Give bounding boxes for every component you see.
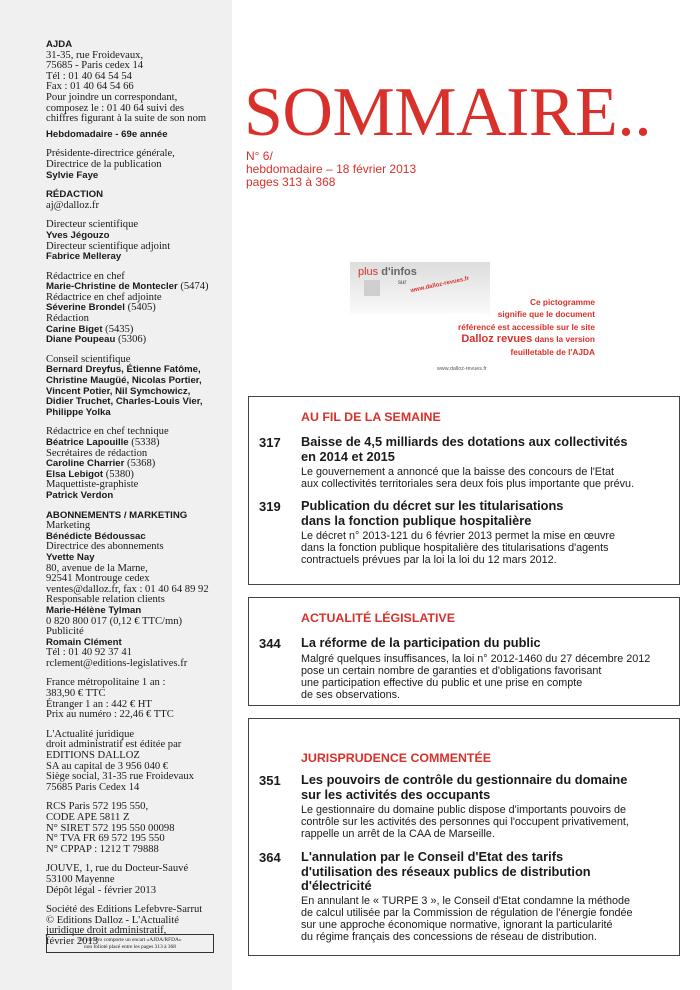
publisher-line: 75685 Paris Cedex 14 — [46, 781, 140, 793]
person-line — [46, 335, 232, 346]
issue-pages: pages 313 à 368 — [246, 175, 336, 189]
section-heading: ACTUALITÉ LÉGISLATIVE — [301, 611, 455, 625]
person-name: Caroline Charrier — [46, 458, 125, 470]
contact-line: rclement@editions-legislatives.fr — [46, 657, 188, 669]
person-line — [46, 438, 232, 449]
address-line: 92541 Montrouge cedex — [46, 573, 150, 585]
extension: (5474) — [177, 281, 209, 293]
role-label: Directrice de la publication — [46, 158, 162, 170]
page-number: 351 — [259, 773, 281, 788]
council-member-line: Bernard Dreyfus, Étienne Fatôme, — [46, 364, 201, 376]
price-line: France métropolitaine 1 an : — [46, 677, 166, 689]
extension: (5306) — [115, 334, 147, 346]
publisher-line: Siège social, 31-35 rue Froidevaux — [46, 771, 194, 783]
printer-line: 53100 Mayenne — [46, 873, 115, 885]
insert-notice-line: Ce numéro comporte un encart «AJDA/RFDA» — [78, 937, 182, 943]
redaction-heading: RÉDACTION — [46, 189, 104, 201]
insert-notice — [46, 934, 214, 953]
section-heading: JURISPRUDENCE COMMENTÉE — [301, 751, 492, 765]
role-label: Directrice des abonnements — [46, 541, 164, 553]
council-member-line: Vincent Potier, Nil Symchowicz, — [46, 385, 191, 397]
publisher-line: SA au capital de 3 956 040 € — [46, 760, 169, 772]
entry-summary: En annulant le « TURPE 3 », le Conseil d'Etat condamne la méthode de calcul utilisée par la Commission de régulation de l'énergie fondée sur une approche économique normative, ignorant la particularité du régime français des concessions de réseau de distribution. — [301, 895, 633, 943]
issue-info — [246, 150, 416, 189]
address-line: 75685 - Paris cedex 14 — [46, 60, 144, 72]
entry-summary: Le décret n° 2013-121 du 6 février 2013 permet la mise en œuvre dans la fonction publique hospitalière des titularisations d'agents contractuels prévues par la loi la loi du 12 mars 2012. — [301, 530, 616, 566]
price-line: 383,90 € TTC — [46, 688, 106, 700]
printer-line: JOUVE, 1, rue du Docteur-Sauvé — [46, 863, 189, 875]
person-name: Marie-Christine de Montecler — [46, 281, 178, 293]
registration-line: CODE APE 5811 Z — [46, 812, 130, 823]
copyright-line: Société des Editions Lefebvre-Sarrut — [46, 904, 203, 916]
logo-sur: sur — [398, 280, 407, 286]
extension: (5405) — [124, 302, 156, 314]
entry-title: La réforme de la participation du public — [301, 635, 541, 650]
person-name: Yves Jégouzo — [46, 229, 110, 241]
person-name: Béatrice Lapouille — [46, 437, 129, 448]
page-number: 317 — [259, 435, 281, 450]
fax: Fax : 01 40 64 54 66 — [46, 81, 134, 93]
page-number: 319 — [259, 499, 281, 514]
extension: (5368) — [124, 458, 156, 470]
publisher-line: EDITIONS DALLOZ — [46, 750, 140, 762]
role-label: Maquettiste-graphiste — [46, 479, 139, 491]
entry-summary: Le gouvernement a annoncé que la baisse des concours de l'Etat aux collectivités territoriales sera deux fois plus importante que prévu. — [301, 466, 635, 490]
council-member-line: Christine Maugüé, Nicolas Portier, — [46, 375, 202, 387]
extension: (5435) — [102, 323, 134, 335]
contact-note: chiffres figurant à la suite de son nom — [46, 113, 207, 125]
logo-url: www.dalloz-revues.fr — [410, 275, 470, 295]
role-label: Rédactrice en chef technique — [46, 426, 169, 438]
person-name: Elsa Lebigot — [46, 468, 104, 480]
site-url: www.dalloz-revues.fr — [437, 366, 487, 372]
role-label: Directeur scientifique adjoint — [46, 240, 171, 252]
section-actualite-legislative — [248, 597, 680, 706]
legend-line: signifie que le document — [497, 309, 595, 320]
contact-note: composez le : 01 40 64 suivi des — [46, 102, 184, 114]
page-title: SOMMAIRE.. — [244, 74, 652, 151]
publisher-name: AJDA — [46, 39, 73, 50]
role-label: Rédactrice en chef adjointe — [46, 291, 162, 303]
entry-title: Les pouvoirs de contrôle du gestionnaire du domaine sur les activités des occupants — [301, 772, 628, 802]
person-name: Patrick Verdon — [46, 489, 114, 501]
page-number: 364 — [259, 850, 281, 865]
council-member-line: Didier Truchet, Charles-Louis Vier, — [46, 396, 203, 408]
contact-line: 0 820 800 017 (0,12 € TTC/mn) — [46, 615, 183, 627]
person-name: Yvette Nay — [46, 551, 95, 563]
legend-line: référencé est accessible sur le site — [458, 321, 595, 332]
section-jurisprudence-commentee — [248, 718, 680, 956]
registration-line: RCS Paris 572 195 550, — [46, 801, 149, 813]
contact-note: Pour joindre un correspondant, — [46, 91, 178, 103]
role-label: Conseil scientifique — [46, 353, 131, 365]
person-name: Romain Clément — [46, 636, 122, 648]
legend-line: Ce pictogramme — [529, 297, 595, 307]
issue-date: hebdomadaire – 18 février 2013 — [246, 162, 417, 176]
registration-line: N° SIRET 572 195 550 00098 — [46, 822, 175, 834]
masthead — [46, 40, 232, 948]
contact-line: ventes@dalloz.fr, fax : 01 40 64 89 92 — [46, 583, 209, 595]
printer-line: Dépôt légal - février 2013 — [46, 884, 157, 896]
entry-summary: Malgré quelques insuffisances, la loi n° 2012-1460 du 27 décembre 2012 pose un certain nombre de garanties et d'obligations favorisant une participation effective du public et une prise en compte de ses observations. — [301, 653, 651, 701]
price-line: Étranger 1 an : 442 € HT — [46, 698, 152, 710]
person-name: Marie-Hélène Tylman — [46, 604, 142, 616]
person-name: Bénédicte Bédoussac — [46, 530, 146, 542]
entry-title: Publication du décret sur les titularisations dans la fonction publique hospitalière — [301, 498, 564, 528]
legend-line: Dalloz revues dans la version — [461, 333, 595, 346]
extension: (5380) — [103, 468, 134, 480]
pictogram-legend — [420, 296, 595, 358]
role-label: Secrétaires de rédaction — [46, 447, 148, 459]
person-name: Sylvie Faye — [46, 169, 99, 181]
insert-notice-line: non folioté placé entre les pages 313 à 368 — [84, 943, 176, 950]
entry-summary: Le gestionnaire du domaine public dispose d'importants pouvoirs de contrôle sur les activités des personnes qui l'occupent privativement, rappelle un arrêt de la CAA de Marseille. — [301, 804, 629, 840]
issue-number: N° 6/ — [246, 149, 273, 163]
person-name: Séverine Brondel — [46, 302, 125, 314]
copyright-line: juridique droit administratif, — [46, 925, 167, 937]
person-name: Diane Poupeau — [46, 334, 116, 346]
role-label: Présidente-directrice générale, — [46, 148, 175, 160]
price-line: Prix au numéro : 22,46 € TTC — [46, 709, 174, 721]
legend-line: feuilletable de l'AJDA — [510, 346, 595, 357]
registration-line: N° TVA FR 69 572 195 550 — [46, 833, 165, 845]
copyright-line: © Editions Dalloz - L'Actualité — [46, 914, 179, 926]
council-member-line: Philippe Yolka — [46, 406, 111, 418]
role-label: Rédactrice en chef — [46, 270, 125, 282]
role-label: Marketing — [46, 520, 91, 532]
page-number: 344 — [259, 636, 281, 651]
publisher-line: L'Actualité juridique — [46, 728, 135, 740]
contact-line: Tél : 01 40 92 37 41 — [46, 647, 132, 659]
pictogram-icon — [364, 280, 380, 296]
entry-title: L'annulation par le Conseil d'Etat des tarifs d'utilisation des réseaux publics de distribution d'électricité — [301, 849, 591, 894]
redaction-email: aj@dalloz.fr — [46, 199, 99, 211]
role-label: Responsable relation clients — [46, 594, 165, 606]
publisher-line: droit administratif est éditée par — [46, 739, 182, 751]
address-line: 31-35, rue Froidevaux, — [46, 49, 144, 61]
person-name: Carine Biget — [46, 323, 103, 335]
role-label: Publicité — [46, 626, 84, 638]
copyright-line: février 2013 — [46, 935, 99, 947]
section-au-fil-de-la-semaine — [248, 396, 680, 585]
phone: Tél : 01 40 64 54 54 — [46, 70, 132, 82]
section-heading: AU FIL DE LA SEMAINE — [301, 410, 441, 424]
entry-title: Baisse de 4,5 milliards des dotations aux collectivités en 2014 et 2015 — [301, 434, 628, 464]
subscriptions-heading: ABONNEMENTS / MARKETING — [46, 509, 188, 521]
address-line: 80, avenue de la Marne, — [46, 562, 148, 574]
extension: (5338) — [128, 437, 160, 448]
role-label: Directeur scientifique — [46, 219, 139, 231]
role-label: Rédaction — [46, 313, 89, 325]
person-name: Fabrice Melleray — [46, 251, 122, 263]
logo-text: plus d'infos — [358, 266, 417, 278]
frequency: Hebdomadaire - 69e année — [46, 128, 168, 140]
registration-line: N° CPPAP : 1212 T 79888 — [46, 843, 159, 855]
